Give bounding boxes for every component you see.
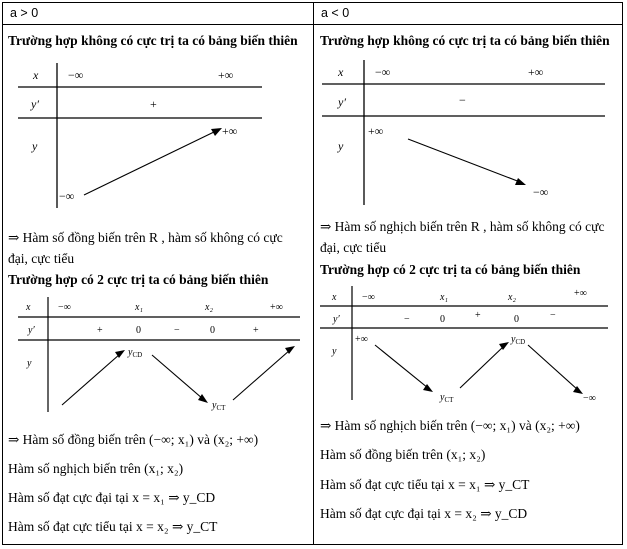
x-label: x xyxy=(338,65,344,79)
right-case2-title: Trường hợp có 2 cực trị ta có bảng biến thiên xyxy=(320,262,581,277)
right-line-2: Hàm số đồng biến trên (x₁; x₂) xyxy=(320,447,486,462)
sign-1: 0 xyxy=(440,314,445,325)
y-min: $y_{CT}$ xyxy=(212,400,226,412)
y-min: $y_{CT}$ xyxy=(440,392,454,404)
y-end: −∞ xyxy=(533,185,549,199)
y-label: y xyxy=(32,139,38,153)
yprime-sign: + xyxy=(150,97,157,111)
left-line-2: Hàm số nghịch biến trên (x₁; x₂) xyxy=(8,461,184,476)
left-case2-title: Trường hợp có 2 cực trị ta có bảng biến thiên xyxy=(8,272,269,287)
y-end: −∞ xyxy=(583,393,596,404)
x-val-1: x₁ xyxy=(135,302,143,313)
y-max: $y_{CD}$ xyxy=(128,347,143,359)
x-start: −∞ xyxy=(68,68,84,82)
y-start: +∞ xyxy=(368,124,384,138)
yprime-label: y′ xyxy=(338,95,346,109)
y-start: +∞ xyxy=(355,334,368,345)
y-label: y xyxy=(338,139,344,153)
x-val-2: x₂ xyxy=(508,292,516,303)
left-case1-title: Trường hợp không có cực trị ta có bảng biến thiên xyxy=(8,33,298,48)
y-label: y xyxy=(27,358,32,369)
right-case1-conclusion-1: ⇒ Hàm số nghịch biến trên R , hàm số không có cực xyxy=(320,219,605,234)
arrow-up xyxy=(460,346,504,388)
sign-2: − xyxy=(174,325,180,336)
x-start: −∞ xyxy=(375,65,391,79)
yprime-label: y′ xyxy=(31,97,39,111)
x-val-3: +∞ xyxy=(574,288,587,299)
sign-3: 0 xyxy=(514,314,519,325)
x-val-3: +∞ xyxy=(270,302,283,313)
sign-1: 0 xyxy=(136,325,141,336)
right-line-4: Hàm số đạt cực đại tại x = x₂ ⇒ y_CD xyxy=(320,506,528,521)
x-label: x xyxy=(26,302,31,313)
left-line-3: Hàm số đạt cực đại tại x = x₁ ⇒ y_CD xyxy=(8,490,216,505)
right-line-3: Hàm số đạt cực tiểu tại x = x₁ ⇒ y_CT xyxy=(320,477,530,492)
y-start: −∞ xyxy=(59,189,75,203)
x-val-2: x₂ xyxy=(205,302,213,313)
x-end: +∞ xyxy=(218,68,234,82)
yprime-label: y′ xyxy=(333,314,340,325)
yprime-label: y′ xyxy=(28,325,35,336)
right-case1-title: Trường hợp không có cực trị ta có bảng biến thiên xyxy=(320,33,610,48)
arrow-down-2 xyxy=(528,345,578,390)
sign-0: − xyxy=(404,314,410,325)
y-end: +∞ xyxy=(222,124,238,138)
y-max: $y_{CD}$ xyxy=(511,334,526,346)
yprime-sign: − xyxy=(459,93,466,107)
left-case1-conclusion-1: ⇒ Hàm số đồng biến trên R , hàm số không có cực xyxy=(8,230,283,245)
header-right: a < 0 xyxy=(321,6,350,20)
arrow-down-1 xyxy=(375,345,428,388)
x-val-0: −∞ xyxy=(58,302,71,313)
right-line-1: ⇒ Hàm số nghịch biến trên (−∞; x₁) và (x₂; +∞) xyxy=(320,418,580,433)
left-line-1: ⇒ Hàm số đồng biến trên (−∞; x₁) và (x₂; +∞) xyxy=(8,432,259,447)
x-val-1: x₁ xyxy=(440,292,448,303)
x-label: x xyxy=(33,68,39,82)
sign-0: + xyxy=(97,325,103,336)
right-case1-conclusion-2: đại, cực tiểu xyxy=(320,240,387,255)
left-case1-conclusion-2: đại, cực tiểu xyxy=(8,251,75,266)
sign-4: + xyxy=(253,325,259,336)
sign-4: − xyxy=(550,310,556,321)
sign-3: 0 xyxy=(210,325,215,336)
x-val-0: −∞ xyxy=(362,292,375,303)
header-left: a > 0 xyxy=(10,6,39,20)
left-line-4: Hàm số đạt cực tiểu tại x = x₂ ⇒ y_CT xyxy=(8,519,218,534)
x-label: x xyxy=(332,292,337,303)
x-end: +∞ xyxy=(528,65,544,79)
sign-2: + xyxy=(475,310,481,321)
y-label: y xyxy=(332,346,337,357)
